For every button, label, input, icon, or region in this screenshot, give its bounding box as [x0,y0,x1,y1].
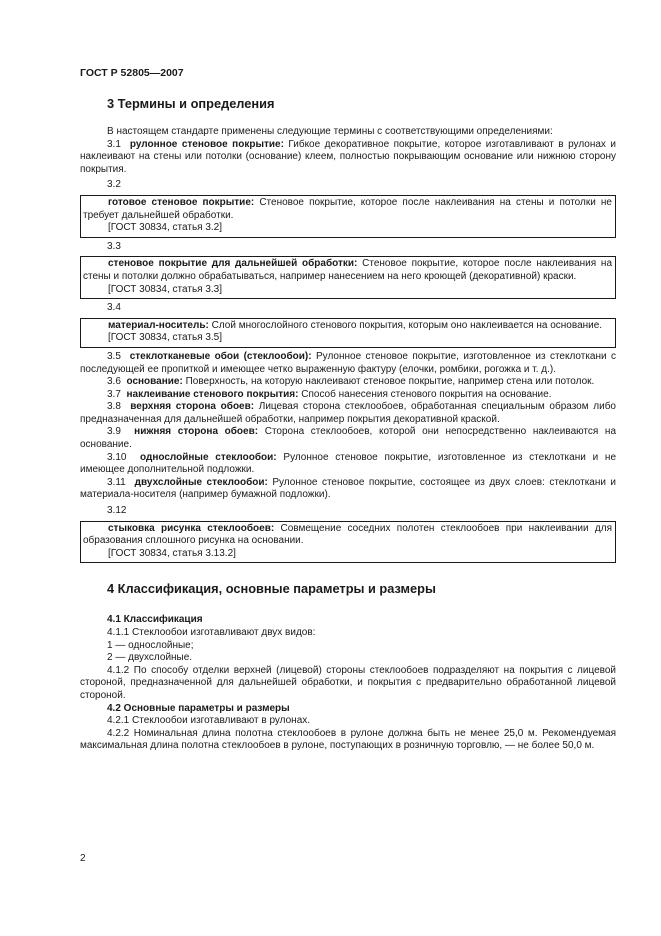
term-3-4-box: материал-носитель: Слой многослойного стенового покрытия, которым оно наклеивается на основание. [ГОСТ 30834, статья 3.5] [80,318,616,348]
term-3-2-reference: [ГОСТ 30834, статья 3.2] [108,222,223,234]
section-4-2-title: 4.2 Основные параметры и размеры [107,702,290,714]
list-item-2: 2 — двухслойные. [107,652,193,664]
term-3-6: 3.6 основание: Поверхность, на которую наклеивают стеновое покрытие, например стена или потолок. [107,376,595,388]
term-3-5: 3.5 стеклотканевые обои (стеклообои): Рулонное стеновое покрытие, изготовленное из стеклоткани с последующей ее пропиткой и имеющее четко выраженную фактуру (елочки, ромбики, рогожка и т. д.). [80,350,616,375]
term-3-12-reference: [ГОСТ 30834, статья 3.13.2] [108,547,236,559]
term-3-8: 3.8 верхняя сторона обоев: Лицевая сторона стеклообоев, обработанная специальным образом либо предназначенная для дальнейшей обработки, например покрытия декоративной краской. [80,401,616,425]
term-3-3-number: 3.3 [107,240,121,252]
section-4-1-title: 4.1 Классификация [107,614,203,626]
section-4-title: 4 Классификация, основные параметры и размеры [107,581,436,597]
clause-4-1-1: 4.1.1 Стеклообои изготавливают двух видов: [107,627,316,638]
clause-4-2-2: 4.2.2 Номинальная длина полотна стеклообоев в рулоне должна быть не менее 25,0 м. Рекомендуемая максимальная длина полотна стеклообоев в рулоне, поступающих в розничную торговлю, — не более 50,0 м. [80,727,616,752]
term-3-2-box: готовое стеновое покрытие: Стеновое покрытие, которое после наклеивания на стены и потолки не требует дальнейшей обработки. [ГОСТ 30834, статья 3.2] [80,195,616,238]
term-3-3-reference: [ГОСТ 30834, статья 3.3] [108,283,223,295]
page-content [80,96,616,753]
term-3-11: 3.11 двухслойные стеклообои: Рулонное стеновое покрытие, состоящее из двух слоев: стеклоткани и материала-носителя (например бумажной подложки). [80,476,617,501]
page-number: 2 [80,853,86,864]
term-3-10: 3.10 однослойные стеклообои: Рулонное стеновое покрытие, изготовленное из стеклоткани и не имеющее дополнительной подложки. [80,451,617,476]
term-3-4-reference: [ГОСТ 30834, статья 3.5] [108,332,223,344]
section-3-title: 3 Термины и определения [107,96,275,111]
term-3-12-number: 3.12 [107,505,127,517]
term-3-3-box: стеновое покрытие для дальнейшей обработки: Стеновое покрытие, которое после наклеивания на стены и потолки должно обрабатываться, например нанесением на него кроющей (декоративной) краски. [ГОСТ 30834, статья 3.3] [80,256,616,299]
section-3-intro: В настоящем стандарте применены следующие термины с соответствующими определениями: [107,126,553,137]
term-3-12-box: стыковка рисунка стеклообоев: Совмещение соседних полотен стеклообоев при наклеивании для образования сплошного рисунка на основании. [ГОСТ 30834, статья 3.13.2] [80,521,616,564]
term-3-7: 3.7 наклеивание стенового покрытия: Способ нанесения стенового покрытия на основание. [107,388,552,400]
term-3-9: 3.9 нижняя сторона обоев: Сторона стеклообоев, которой они непосредственно наклеиваются на основание. [80,426,617,451]
clause-4-2-1: 4.2.1 Стеклообои изготавливают в рулонах. [107,715,311,727]
document-header: ГОСТ Р 52805—2007 [80,67,184,79]
term-3-4-number: 3.4 [107,302,121,314]
list-item-1: 1 — однослойные; [107,639,194,651]
term-3-2-number: 3.2 [107,179,121,191]
term-3-1: 3.1 рулонное стеновое покрытие: Гибкое декоративное покрытие, которое изготавливают в рулонах и наклеивают на стены или потолки (основание) клеем, полностью покрывающим основание или нижнюю сторону покрытия. [80,138,616,175]
clause-4-1-2: 4.1.2 По способу отделки верхней (лицевой) стороны стеклообоев подразделяют на покрытия с лицевой стороной, предназначенной для дальнейшей обработки, и покрытия с предварительно обработанной лицевой стороной. [80,664,616,701]
